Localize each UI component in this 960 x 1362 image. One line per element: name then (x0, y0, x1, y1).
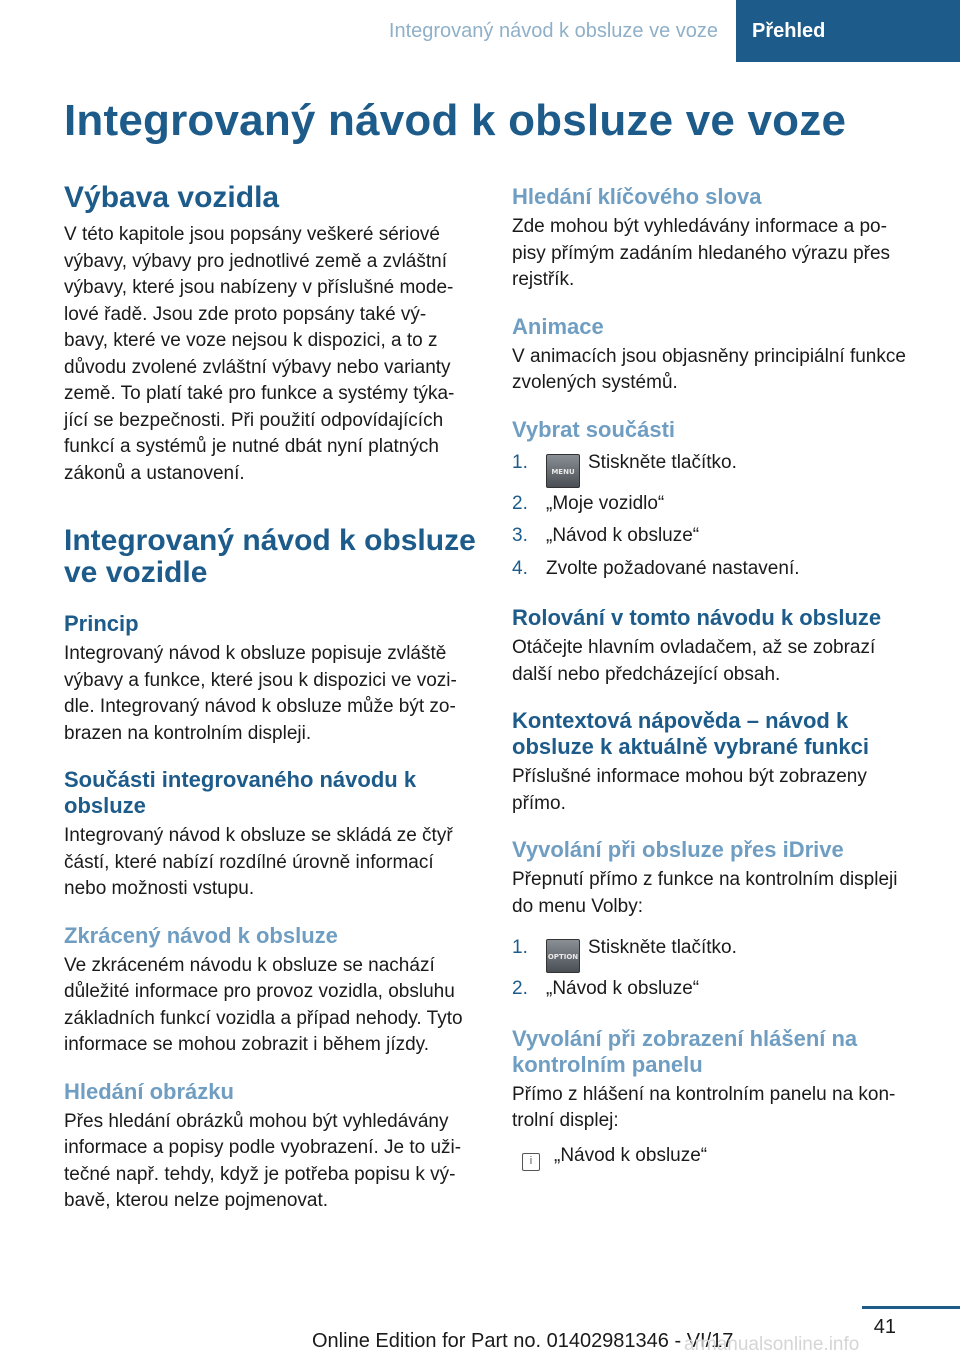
heading-vybava: Výbava vozidla (64, 181, 280, 214)
text-hlaseni: Přímo z hlášení na kontrolním panelu na kon- trolní displej: (512, 1083, 896, 1131)
heading-zkraceny: Zkrácený návod k obsluze (64, 922, 338, 948)
list-item: 1. OPTION Stiskněte tlačítko. (512, 932, 932, 973)
list-item: 1. MENU Stiskněte tlačítko. (512, 447, 932, 488)
manual-book-icon: i (522, 1153, 540, 1171)
list-item: 2. „Moje vozidlo“ (512, 492, 665, 514)
right-column (512, 184, 932, 1191)
text-zkraceny: Ve zkráceném návodu k obsluze se nachází důležité informace pro provoz vozidla, obsluhu základních funkcí vozidla a případ nehody. Tyto informace se mohou zobrazit i během jízdy. (64, 954, 463, 1055)
heading-idrive: Vyvolání při obsluze přes iDrive (512, 837, 844, 862)
heading-princip: Princip (64, 611, 139, 636)
text-kontext: Příslušné informace mohou být zobrazeny přímo. (512, 766, 867, 814)
list-item: 3. „Návod k obsluze“ (512, 525, 700, 546)
section-hlaseni (512, 1026, 932, 1171)
watermark: armanualsonline.info (684, 1334, 860, 1355)
section-vybava (64, 180, 482, 487)
section-rolovani (512, 605, 932, 688)
heading-soucasti: Součásti integrovaného návodu k obsluze (64, 767, 417, 818)
header-section-title: Integrovaný návod k obsluze ve voze (388, 19, 718, 42)
text-princip: Integrovaný návod k obsluze popisuje zvláště výbavy a funkce, které jsou k dispozici ve vozi- dle. Integrovaný návod k obsluze může být zo- brazen na kontrolním displeji. (64, 643, 457, 744)
menu-button-icon: MENU (546, 454, 580, 488)
section-animace (512, 314, 932, 397)
text-rolovani: Otáčejte hlavním ovladačem, až se zobrazí další nebo předcházející obsah. (512, 637, 876, 685)
list-item: 2. „Návod k obsluze“ (512, 978, 700, 999)
text-animace: V animacích jsou objasněny principiální funkce zvolených systémů. (512, 345, 906, 393)
footer-edition: Online Edition for Part no. 01402981346 - VI/17 (312, 1330, 734, 1352)
section-zkraceny (64, 923, 482, 1059)
page-title: Integrovaný návod k obsluze ve voze (64, 96, 847, 145)
list-item: 4. Zvolte požadované nastavení. (512, 557, 800, 579)
page-number: 41 (873, 1316, 896, 1338)
section-idrive (512, 837, 932, 1006)
icon-item-hlaseni: i „Návod k obsluze“ (512, 1143, 932, 1171)
heading-rolovani: Rolování v tomto návodu k obsluze (512, 605, 882, 630)
heading-integrated: Integrovaný návod k obsluze ve vozidle (64, 524, 476, 589)
heading-vybrat: Vybrat součásti (512, 416, 676, 442)
text-idrive: Přepnutí přímo z funkce na kontrolním displeji do menu Volby: (512, 869, 898, 917)
heading-animace: Animace (512, 313, 604, 339)
section-kontext (512, 708, 932, 817)
page-header (0, 0, 960, 62)
option-button-icon: OPTION (546, 939, 580, 973)
text-soucasti: Integrovaný návod k obsluze se skládá ze čtyř částí, které nabízí rozdílné úrovně informací nebo možnosti vstupu. (64, 825, 453, 899)
section-klicove (512, 184, 932, 294)
header-tab-overview[interactable]: Přehled (736, 0, 960, 62)
heading-klicove: Hledání klíčového slova (512, 184, 762, 209)
footer-rule (862, 1306, 960, 1309)
text-obrazku: Přes hledání obrázků mohou být vyhledávány informace a popisy podle vyobrazení. Je to uži- tečné např. tehdy, když je potřeba popisu k vý- bavě, kterou nelze pojmenovat. (64, 1110, 462, 1211)
heading-obrazku: Hledání obrázku (64, 1078, 234, 1104)
list-vybrat (512, 447, 932, 586)
section-vybrat (512, 417, 932, 586)
list-idrive (512, 932, 932, 1006)
heading-hlaseni: Vyvolání při zobrazení hlášení na kontrolním panelu (512, 1025, 858, 1077)
section-soucasti (64, 767, 482, 903)
heading-kontext: Kontextová nápověda – návod k obsluze k aktuálně vybrané funkci (512, 708, 870, 759)
section-princip (64, 611, 482, 747)
text-vybava: V této kapitole jsou popsány veškeré sériové výbavy, výbavy pro jednotlivé země a zvláštní výbavy, které jsou nabízeny v příslušné mode- lové řadě. Jsou zde proto popsány také vý- bavy, které ve voze nejsou k dispozici, a to z důvodu zvolené zvláštní výbavy nebo varianty země. To platí také pro funkce a systémy týka- jící se bezpečnosti. Při použití odpovídajících funkcí a systémů je nutné dbát nyní platných zákonů a ustanovení. (64, 224, 455, 484)
left-column (64, 180, 482, 1235)
text-klicove: Zde mohou být vyhledávány informace a po- pisy přímým zadáním hledaného výrazu přes rejstřík. (512, 216, 891, 290)
section-obrazku (64, 1079, 482, 1215)
